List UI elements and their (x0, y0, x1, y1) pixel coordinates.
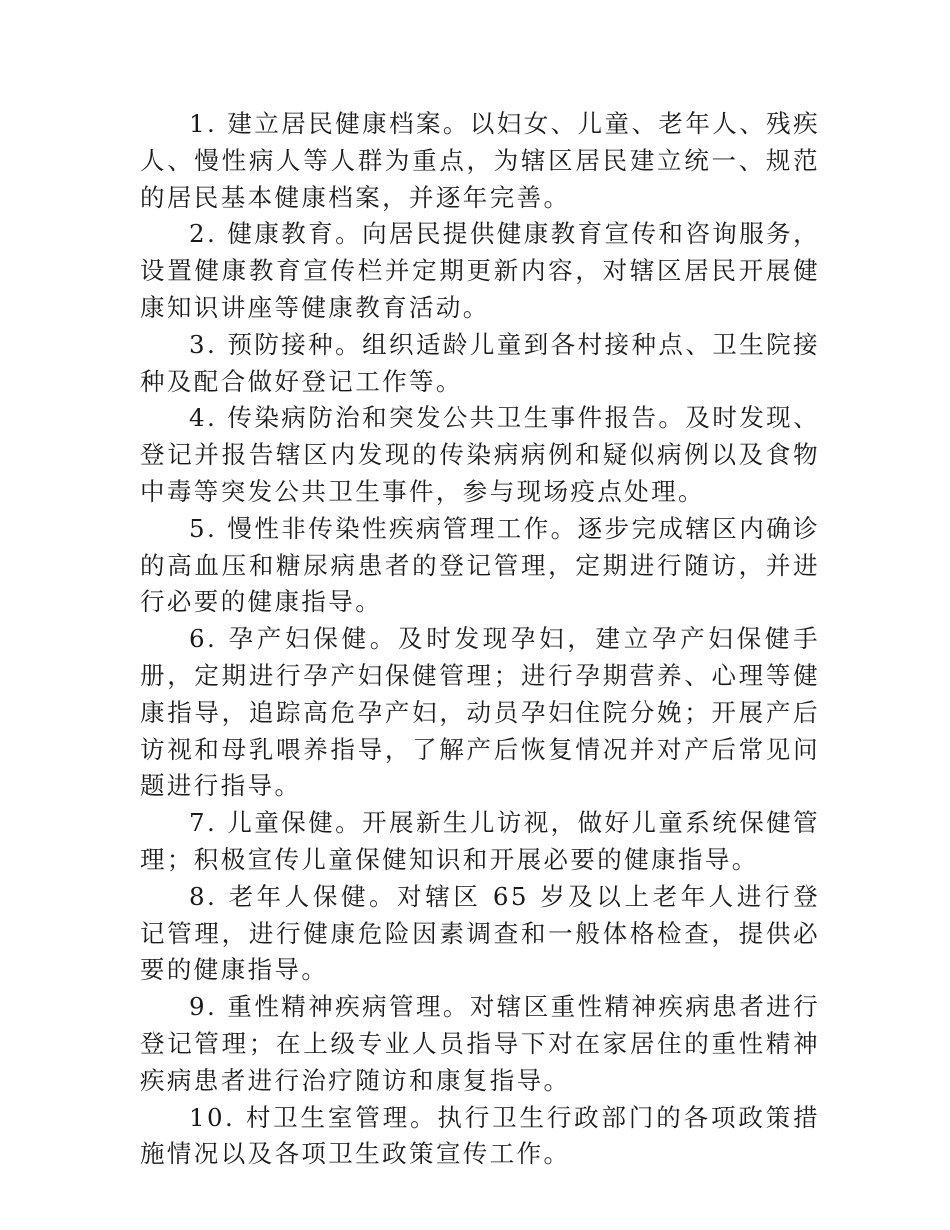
paragraph-health-education: 2. 健康教育。向居民提供健康教育宣传和咨询服务，设置健康教育宣传栏并定期更新内容，对辖区居民开展健康知识讲座等健康教育活动。 (140, 219, 820, 322)
paragraph-clinic-management: 10. 村卫生室管理。执行卫生行政部门的各项政策措施情况以及各项卫生政策宣传工作。 (140, 1102, 820, 1169)
paragraph-mental-illness: 9. 重性精神疾病管理。对辖区重性精神疾病患者进行登记管理；在上级专业人员指导下对在家居住的重性精神疾病患者进行治疗随访和康复指导。 (140, 992, 820, 1095)
paragraph-maternal-care: 6. 孕产妇保健。及时发现孕妇，建立孕产妇保健手册，定期进行孕产妇保健管理；进行孕期营养、心理等健康指导，追踪高危孕产妇，动员孕妇住院分娩；开展产后访视和母乳喂养指导，了解产后恢复情况并对产后常见问题进行指导。 (140, 624, 820, 801)
paragraph-infectious-disease: 4. 传染病防治和突发公共卫生事件报告。及时发现、登记并报告辖区内发现的传染病病例和疑似病例以及食物中毒等突发公共卫生事件，参与现场疫点处理。 (140, 403, 820, 506)
paragraph-vaccination: 3. 预防接种。组织适龄儿童到各村接种点、卫生院接种及配合做好登记工作等。 (140, 329, 820, 396)
paragraph-child-care: 7. 儿童保健。开展新生儿访视，做好儿童系统保健管理；积极宣传儿童保健知识和开展必要的健康指导。 (140, 808, 820, 874)
document-body (140, 106, 820, 1173)
paragraph-chronic-disease: 5. 慢性非传染性疾病管理工作。逐步完成辖区内确诊的高血压和糖尿病患者的登记管理，定期进行随访，并进行必要的健康指导。 (140, 513, 820, 617)
paragraph-elderly-care: 8. 老年人保健。对辖区 65 岁及以上老年人进行登记管理，进行健康危险因素调查和一般体格检查，提供必要的健康指导。 (140, 881, 820, 985)
paragraph-health-records: 1. 建立居民健康档案。以妇女、儿童、老年人、残疾人、慢性病人等人群为重点，为辖区居民建立统一、规范的居民基本健康档案，并逐年完善。 (140, 109, 820, 212)
